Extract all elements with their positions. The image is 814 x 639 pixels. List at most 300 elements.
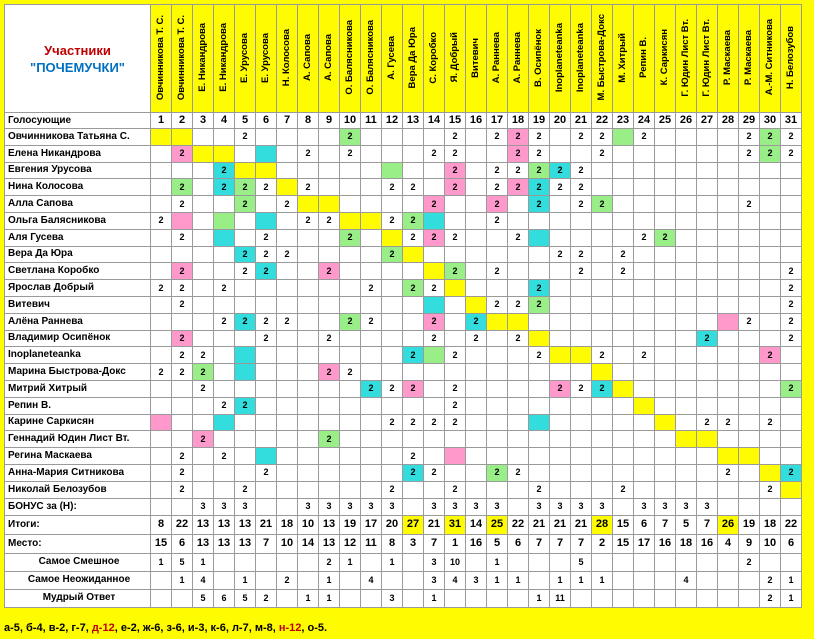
vote-cell — [718, 196, 739, 213]
vote-cell: 2 — [277, 246, 298, 263]
vote-cell — [382, 280, 403, 297]
vote-cell: 2 — [382, 414, 403, 431]
vote-cell — [382, 431, 403, 448]
vote-cell — [445, 313, 466, 330]
vote-cell — [487, 481, 508, 498]
vote-cell — [277, 296, 298, 313]
participant-name: А. Раннева — [512, 31, 524, 84]
column-number: 23 — [613, 113, 634, 129]
vote-cell — [697, 263, 718, 280]
place-cell: 13 — [319, 534, 340, 553]
special-cell — [613, 553, 634, 571]
vote-cell: 2 — [424, 464, 445, 481]
vote-cell — [613, 145, 634, 162]
vote-cell — [361, 347, 382, 364]
place-cell: 10 — [760, 534, 781, 553]
vote-cell: 2 — [403, 347, 424, 364]
vote-cell — [340, 414, 361, 431]
column-number: 15 — [445, 113, 466, 129]
total-cell: 31 — [445, 515, 466, 534]
vote-cell — [529, 212, 550, 229]
vote-cell — [718, 129, 739, 146]
voter-name: Светлана Коробко — [5, 263, 151, 280]
vote-cell — [340, 347, 361, 364]
place-cell: 7 — [550, 534, 571, 553]
vote-cell — [319, 464, 340, 481]
voter-name: Николай Белозубов — [5, 481, 151, 498]
total-cell: 5 — [676, 515, 697, 534]
vote-cell — [403, 296, 424, 313]
bonus-cell — [151, 498, 172, 515]
voter-name: Регина Маскаева — [5, 448, 151, 465]
vote-cell — [151, 196, 172, 213]
vote-cell — [739, 481, 760, 498]
place-cell: 7 — [424, 534, 445, 553]
column-number: 11 — [361, 113, 382, 129]
vote-cell — [214, 145, 235, 162]
vote-cell — [466, 481, 487, 498]
voter-name: Геннадий Юдин Лист Вт. — [5, 431, 151, 448]
vote-cell — [760, 397, 781, 414]
vote-cell — [739, 162, 760, 179]
total-cell: 22 — [172, 515, 193, 534]
vote-cell — [298, 129, 319, 146]
special-cell: 2 — [319, 553, 340, 571]
special-cell — [613, 589, 634, 607]
participant-name: Овчинникова Т. С. — [176, 14, 188, 101]
special-cell — [571, 589, 592, 607]
vote-cell: 2 — [214, 448, 235, 465]
vote-cell — [739, 296, 760, 313]
vote-cell — [697, 347, 718, 364]
vote-cell: 2 — [172, 145, 193, 162]
participant-name: Е. Урусова — [239, 32, 251, 83]
vote-cell — [550, 296, 571, 313]
participant-header — [445, 5, 466, 113]
participant-name: Витевич — [470, 37, 482, 78]
special-cell — [550, 553, 571, 571]
vote-cell — [151, 448, 172, 465]
vote-cell — [550, 481, 571, 498]
place-cell: 9 — [739, 534, 760, 553]
vote-cell — [361, 145, 382, 162]
participant-name: А. Раннева — [491, 31, 503, 84]
vote-cell — [718, 179, 739, 196]
vote-cell — [235, 145, 256, 162]
participant-header — [235, 5, 256, 113]
column-number: 7 — [277, 113, 298, 129]
legend-text-1: а-5, б-4, в-2, г-7, — [4, 622, 92, 634]
place-cell: 17 — [634, 534, 655, 553]
vote-cell: 2 — [781, 280, 802, 297]
vote-cell — [718, 313, 739, 330]
vote-cell: 2 — [403, 280, 424, 297]
vote-cell: 2 — [403, 380, 424, 397]
participant-name: Овчинникова Т. С. — [155, 14, 167, 101]
column-number: 22 — [592, 113, 613, 129]
vote-cell — [613, 448, 634, 465]
special-cell: 1 — [235, 571, 256, 589]
place-cell: 6 — [781, 534, 802, 553]
vote-cell — [298, 431, 319, 448]
vote-cell — [592, 414, 613, 431]
vote-cell — [571, 212, 592, 229]
vote-cell — [319, 481, 340, 498]
vote-cell — [340, 397, 361, 414]
vote-cell — [298, 397, 319, 414]
vote-cell — [676, 212, 697, 229]
special-cell — [655, 553, 676, 571]
participant-header — [760, 5, 781, 113]
vote-cell: 2 — [739, 313, 760, 330]
vote-cell — [718, 296, 739, 313]
participant-header — [298, 5, 319, 113]
vote-cell: 2 — [424, 414, 445, 431]
vote-cell: 2 — [172, 364, 193, 381]
voter-name: Елена Никандрова — [5, 145, 151, 162]
participant-name: А. Гусева — [386, 35, 398, 80]
vote-cell — [151, 129, 172, 146]
participant-header — [403, 5, 424, 113]
vote-cell — [634, 397, 655, 414]
vote-cell: 2 — [319, 330, 340, 347]
vote-cell: 2 — [361, 313, 382, 330]
vote-cell — [340, 162, 361, 179]
participant-header — [571, 5, 592, 113]
vote-cell — [634, 448, 655, 465]
vote-cell — [487, 431, 508, 448]
vote-cell — [403, 397, 424, 414]
vote-cell — [235, 212, 256, 229]
vote-cell — [256, 196, 277, 213]
voter-name: Inoplaneteanka — [5, 347, 151, 364]
vote-cell — [319, 196, 340, 213]
vote-cell: 2 — [193, 431, 214, 448]
vote-cell: 2 — [529, 145, 550, 162]
vote-cell — [466, 145, 487, 162]
vote-cell — [571, 481, 592, 498]
vote-cell: 2 — [340, 145, 361, 162]
vote-cell — [340, 280, 361, 297]
vote-cell — [424, 380, 445, 397]
vote-cell — [676, 397, 697, 414]
participant-name: С. Коробко — [428, 31, 440, 84]
vote-cell — [277, 263, 298, 280]
special-cell: 2 — [256, 589, 277, 607]
participant-header — [655, 5, 676, 113]
vote-cell: 2 — [466, 330, 487, 347]
vote-cell — [655, 330, 676, 347]
column-number: 31 — [781, 113, 802, 129]
vote-cell — [235, 448, 256, 465]
place-cell: 5 — [487, 534, 508, 553]
vote-cell — [571, 414, 592, 431]
vote-cell — [676, 196, 697, 213]
special-cell — [298, 553, 319, 571]
vote-cell — [508, 481, 529, 498]
bonus-cell — [172, 498, 193, 515]
vote-cell — [298, 196, 319, 213]
vote-cell — [697, 145, 718, 162]
place-cell: 3 — [403, 534, 424, 553]
total-cell: 13 — [235, 515, 256, 534]
vote-cell — [718, 229, 739, 246]
vote-cell — [634, 263, 655, 280]
vote-cell — [592, 263, 613, 280]
participant-name: К. Саркисян — [659, 29, 671, 86]
vote-cell: 2 — [445, 145, 466, 162]
vote-cell — [298, 313, 319, 330]
vote-cell — [151, 179, 172, 196]
vote-cell — [592, 431, 613, 448]
place-cell: 11 — [361, 534, 382, 553]
vote-cell: 2 — [529, 280, 550, 297]
vote-cell — [151, 229, 172, 246]
vote-cell — [193, 448, 214, 465]
vote-cell — [214, 464, 235, 481]
vote-cell — [445, 431, 466, 448]
vote-cell — [739, 179, 760, 196]
bonus-cell: 3 — [193, 498, 214, 515]
vote-cell: 2 — [403, 212, 424, 229]
vote-cell — [277, 448, 298, 465]
vote-cell: 2 — [550, 162, 571, 179]
special-cell — [172, 589, 193, 607]
place-cell: 7 — [529, 534, 550, 553]
participant-name: Е. Никандрова — [218, 23, 230, 92]
vote-cell — [214, 129, 235, 146]
vote-cell: 2 — [403, 464, 424, 481]
vote-cell — [529, 263, 550, 280]
special-cell: 1 — [298, 589, 319, 607]
participant-header — [193, 5, 214, 113]
vote-cell — [235, 364, 256, 381]
vote-cell: 2 — [277, 313, 298, 330]
vote-cell — [445, 280, 466, 297]
special-cell — [235, 553, 256, 571]
participant-name: Р. Маскаева — [743, 29, 755, 86]
vote-cell — [319, 129, 340, 146]
special-cell — [739, 571, 760, 589]
vote-cell — [718, 280, 739, 297]
vote-cell — [739, 246, 760, 263]
participant-header — [508, 5, 529, 113]
special-cell — [340, 589, 361, 607]
vote-cell: 2 — [298, 212, 319, 229]
vote-cell — [718, 330, 739, 347]
vote-cell — [550, 263, 571, 280]
vote-cell: 2 — [487, 263, 508, 280]
participant-name: Г. Юдин Лист Вт. — [701, 18, 713, 97]
vote-cell — [571, 145, 592, 162]
special-label: Самое Смешное — [5, 553, 151, 571]
vote-cell: 2 — [424, 145, 445, 162]
vote-cell — [361, 448, 382, 465]
vote-cell — [718, 431, 739, 448]
special-cell — [151, 571, 172, 589]
vote-cell — [781, 229, 802, 246]
vote-cell: 2 — [529, 481, 550, 498]
vote-cell — [256, 448, 277, 465]
special-cell — [592, 553, 613, 571]
vote-cell — [172, 313, 193, 330]
voter-name: Ольга Балясникова — [5, 212, 151, 229]
vote-cell: 2 — [592, 196, 613, 213]
vote-cell — [634, 196, 655, 213]
participant-header — [382, 5, 403, 113]
vote-cell — [256, 431, 277, 448]
vote-cell — [235, 380, 256, 397]
vote-cell: 2 — [235, 313, 256, 330]
vote-cell — [445, 246, 466, 263]
vote-cell — [319, 229, 340, 246]
total-cell: 25 — [487, 515, 508, 534]
vote-cell — [739, 431, 760, 448]
special-cell — [403, 553, 424, 571]
vote-cell — [634, 380, 655, 397]
vote-cell — [277, 397, 298, 414]
vote-cell — [781, 179, 802, 196]
vote-cell — [697, 179, 718, 196]
vote-cell — [466, 414, 487, 431]
vote-cell: 2 — [634, 347, 655, 364]
vote-cell — [340, 464, 361, 481]
vote-cell — [592, 179, 613, 196]
vote-cell: 2 — [214, 280, 235, 297]
vote-cell — [277, 179, 298, 196]
vote-cell — [760, 179, 781, 196]
vote-cell — [508, 431, 529, 448]
vote-cell: 2 — [382, 380, 403, 397]
vote-cell — [424, 431, 445, 448]
bonus-cell: 3 — [676, 498, 697, 515]
column-number: 5 — [235, 113, 256, 129]
vote-cell — [382, 347, 403, 364]
vote-cell: 2 — [424, 196, 445, 213]
vote-cell — [361, 263, 382, 280]
vote-cell: 2 — [487, 162, 508, 179]
vote-cell — [256, 162, 277, 179]
vote-cell: 2 — [151, 280, 172, 297]
voter-name: Марина Быстрова-Докс — [5, 364, 151, 381]
special-cell: 1 — [781, 589, 802, 607]
vote-cell — [697, 431, 718, 448]
bonus-cell: 3 — [445, 498, 466, 515]
vote-cell — [151, 162, 172, 179]
vote-cell — [172, 431, 193, 448]
special-cell: 1 — [550, 571, 571, 589]
vote-cell — [634, 280, 655, 297]
column-number: 1 — [151, 113, 172, 129]
vote-cell — [172, 397, 193, 414]
vote-cell — [382, 330, 403, 347]
special-cell — [718, 553, 739, 571]
vote-cell — [361, 212, 382, 229]
vote-cell — [382, 129, 403, 146]
vote-cell — [235, 347, 256, 364]
vote-cell — [487, 280, 508, 297]
special-cell: 2 — [760, 589, 781, 607]
vote-cell: 2 — [235, 397, 256, 414]
total-cell: 19 — [739, 515, 760, 534]
vote-cell: 2 — [193, 380, 214, 397]
participant-header — [277, 5, 298, 113]
vote-cell: 2 — [340, 313, 361, 330]
total-cell: 27 — [403, 515, 424, 534]
vote-cell — [634, 212, 655, 229]
vote-cell — [214, 364, 235, 381]
column-number: 25 — [655, 113, 676, 129]
special-cell — [613, 571, 634, 589]
vote-cell — [613, 280, 634, 297]
participant-header — [676, 5, 697, 113]
vote-cell — [193, 145, 214, 162]
vote-cell — [214, 229, 235, 246]
vote-cell — [151, 397, 172, 414]
vote-cell: 2 — [760, 129, 781, 146]
vote-cell — [718, 212, 739, 229]
vote-cell — [151, 481, 172, 498]
participant-name: А. Сапова — [302, 34, 314, 81]
participant-name: Inoplaneteanka — [575, 22, 587, 93]
vote-cell — [298, 330, 319, 347]
vote-cell: 2 — [592, 145, 613, 162]
vote-cell — [676, 414, 697, 431]
vote-cell — [193, 162, 214, 179]
vote-cell — [235, 229, 256, 246]
vote-cell — [760, 263, 781, 280]
column-number: 26 — [676, 113, 697, 129]
bonus-cell: 3 — [382, 498, 403, 515]
vote-cell — [739, 280, 760, 297]
column-number: 9 — [319, 113, 340, 129]
vote-cell: 2 — [445, 397, 466, 414]
vote-cell — [508, 212, 529, 229]
special-cell: 1 — [529, 589, 550, 607]
vote-cell: 2 — [319, 431, 340, 448]
total-cell: 26 — [718, 515, 739, 534]
vote-cell — [760, 212, 781, 229]
vote-cell — [193, 464, 214, 481]
special-cell — [445, 589, 466, 607]
column-number: 10 — [340, 113, 361, 129]
vote-cell — [340, 246, 361, 263]
total-cell: 21 — [256, 515, 277, 534]
vote-cell — [298, 296, 319, 313]
voter-name: Овчинникова Татьяна С. — [5, 129, 151, 146]
participant-name: Н. Белозубов — [785, 25, 797, 90]
vote-cell — [172, 162, 193, 179]
vote-cell: 2 — [361, 280, 382, 297]
vote-cell — [172, 212, 193, 229]
vote-cell — [613, 464, 634, 481]
vote-cell — [571, 431, 592, 448]
vote-cell — [676, 431, 697, 448]
total-cell: 18 — [760, 515, 781, 534]
special-cell — [214, 571, 235, 589]
vote-cell — [718, 347, 739, 364]
bonus-label: БОНУС за (Н): — [5, 498, 151, 515]
bonus-cell: 3 — [235, 498, 256, 515]
vote-cell — [676, 162, 697, 179]
vote-cell: 2 — [634, 129, 655, 146]
place-cell: 13 — [235, 534, 256, 553]
vote-cell: 2 — [172, 448, 193, 465]
column-number: 6 — [256, 113, 277, 129]
vote-cell — [466, 464, 487, 481]
voter-name: Репин В. — [5, 397, 151, 414]
special-cell: 4 — [361, 571, 382, 589]
